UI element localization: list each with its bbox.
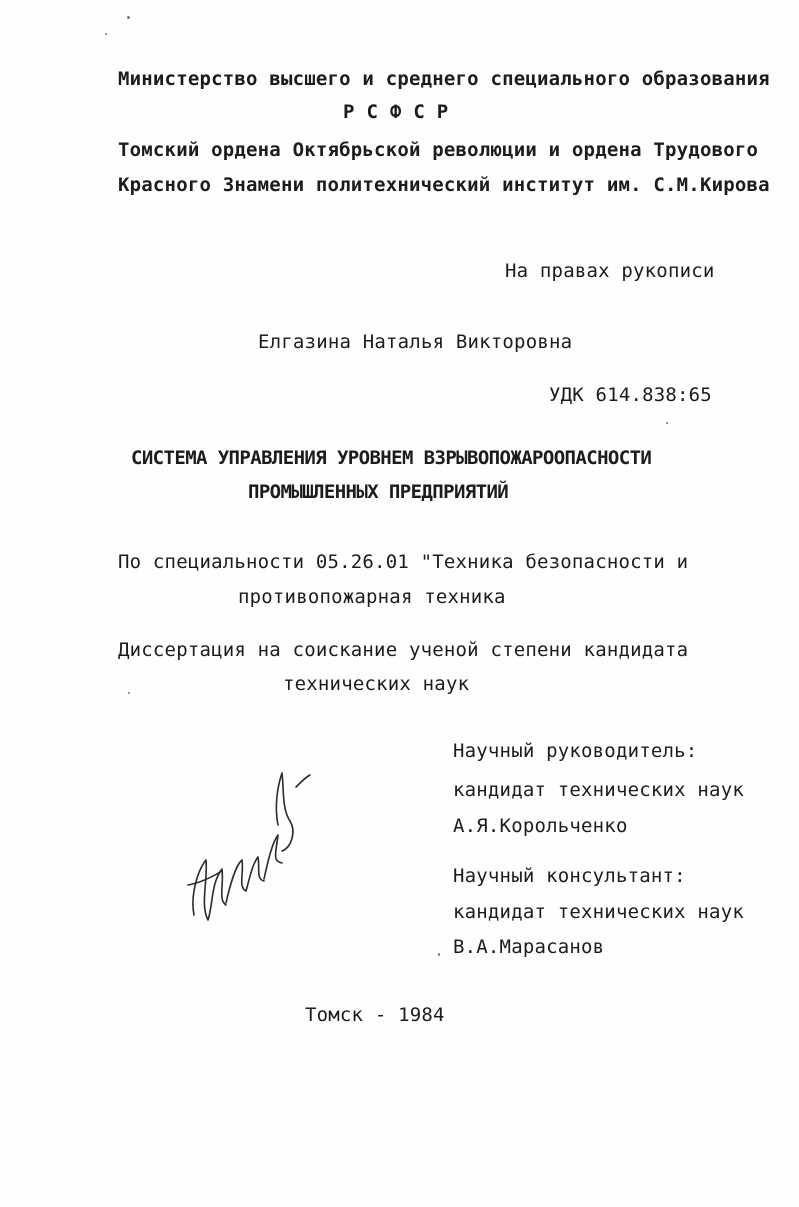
manuscript-note: На правах рукописи [505,260,715,282]
specialty-line-2: противопожарная техника [238,586,506,608]
supervisor-degree: кандидат технических наук [453,779,744,801]
author-name: Елгазина Наталья Викторовна [258,331,573,353]
signature-stroke [264,835,282,879]
consultant-label: Научный консультант: [453,865,686,887]
signature-stroke [296,775,310,787]
country-line: РСФСР [343,101,461,123]
consultant-name: В.А.Марасанов [453,936,605,958]
ministry-line: Министерство высшего и среднего специального образования [118,68,770,90]
scan-speck [127,16,130,19]
institute-line-2: Красного Знамени политехнический институт им. С.М.Кирова [118,174,770,196]
handwritten-signature [178,765,318,935]
signature-stroke [226,857,264,903]
city-year: Томск - 1984 [305,1004,445,1026]
scan-speck [438,953,440,956]
thesis-title-line-1: СИСТЕМА УПРАВЛЕНИЯ УРОВНЕМ ВЗРЫВОПОЖАРООПАСНОСТИ [131,447,652,469]
signature-stroke [193,860,226,920]
degree-line-1: Диссертация на соискание ученой степени кандидата [118,639,689,661]
signature-stroke [276,773,292,851]
supervisor-name: А.Я.Корольченко [453,815,628,837]
supervisor-label: Научный руководитель: [453,740,698,762]
consultant-degree: кандидат технических наук [453,901,744,923]
scan-speck [666,422,668,424]
institute-line-1: Томский ордена Октябрьской революции и ордена Трудового [118,139,759,161]
udc-code: УДК 614.838:65 [549,384,712,406]
scan-speck [128,692,130,694]
thesis-title-line-2: ПРОМЫШЛЕННЫХ ПРЕДПРИЯТИЙ [248,481,509,503]
scan-speck [105,33,107,35]
specialty-line-1: По специальности 05.26.01 "Техника безопасности и [118,551,689,573]
degree-line-2: технических наук [283,673,470,695]
